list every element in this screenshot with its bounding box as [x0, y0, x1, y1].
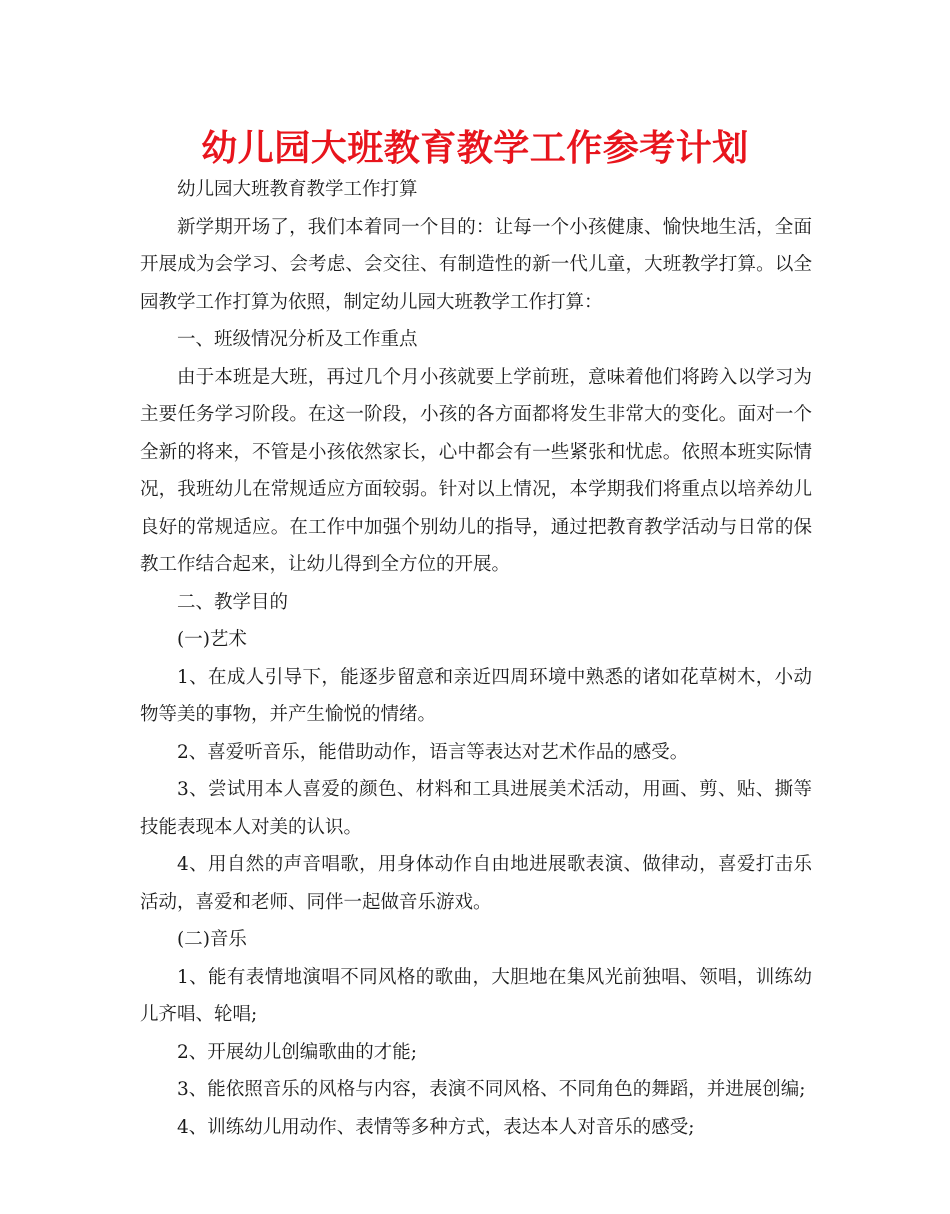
subsection-heading-art: (一)艺术	[177, 629, 247, 650]
list-item-music-3: 3、能依照音乐的风格与内容，表演不同风格、不同角色的舞蹈，并进展创编;	[177, 1079, 806, 1100]
section-heading-class-analysis: 一、班级情况分析及工作重点	[177, 329, 418, 350]
list-item-art-2: 2、喜爱听音乐，能借助动作，语言等表达对艺术作品的感受。	[177, 741, 689, 763]
paragraph-subtitle: 幼儿园大班教育教学工作打算	[177, 179, 418, 200]
list-item-art-3: 3、尝试用本人喜爱的颜色、材料和工具进展美术活动，用画、剪、贴、撕等技能表现本人对美的认识。	[140, 779, 812, 838]
list-item-art-4: 4、用自然的声音唱歌，用身体动作自由地进展歌表演、做律动，喜爱打击乐活动，喜爱和老师、同伴一起做音乐游戏。	[140, 854, 812, 913]
document-title: 幼儿园大班教育教学工作参考计划	[201, 128, 749, 169]
subsection-heading-music: (二)音乐	[177, 929, 247, 950]
list-item-music-2: 2、开展幼儿创编歌曲的才能;	[177, 1041, 418, 1063]
list-item-music-4: 4、训练幼儿用动作、表情等多种方式，表达本人对音乐的感受;	[177, 1116, 695, 1138]
paragraph-intro: 新学期开场了，我们本着同一个目的：让每一个小孩健康、愉快地生活，全面开展成为会学习、会考虑、会交往、有制造性的新一代儿童，大班教学打算。以全园教学工作打算为依照，制定幼儿园大班教学工作打算：	[140, 216, 812, 313]
list-item-art-1: 1、在成人引导下，能逐步留意和亲近四周环境中熟悉的诸如花草树木，小动物等美的事物，并产生愉悦的情绪。	[140, 666, 812, 725]
section-heading-teaching-goals: 二、教学目的	[177, 591, 289, 613]
paragraph-class-analysis: 由于本班是大班，再过几个月小孩就要上学前班，意味着他们将跨入以学习为主要任务学习阶段。在这一阶段，小孩的各方面都将发生非常大的变化。面对一个全新的将来，不管是小孩依然家长，心中都会有一些紧张和忧虑。依照本班实际情况，我班幼儿在常规适应方面较弱。针对以上情况，本学期我们将重点以培养幼儿良好的常规适应。在工作中加强个别幼儿的指导，通过把教育教学活动与日常的保教工作结合起来，让幼儿得到全方位的开展。	[140, 366, 812, 575]
document-body	[140, 171, 812, 1146]
list-item-music-1: 1、能有表情地演唱不同风格的歌曲，大胆地在集风光前独唱、领唱，训练幼儿齐唱、轮唱;	[140, 966, 812, 1025]
